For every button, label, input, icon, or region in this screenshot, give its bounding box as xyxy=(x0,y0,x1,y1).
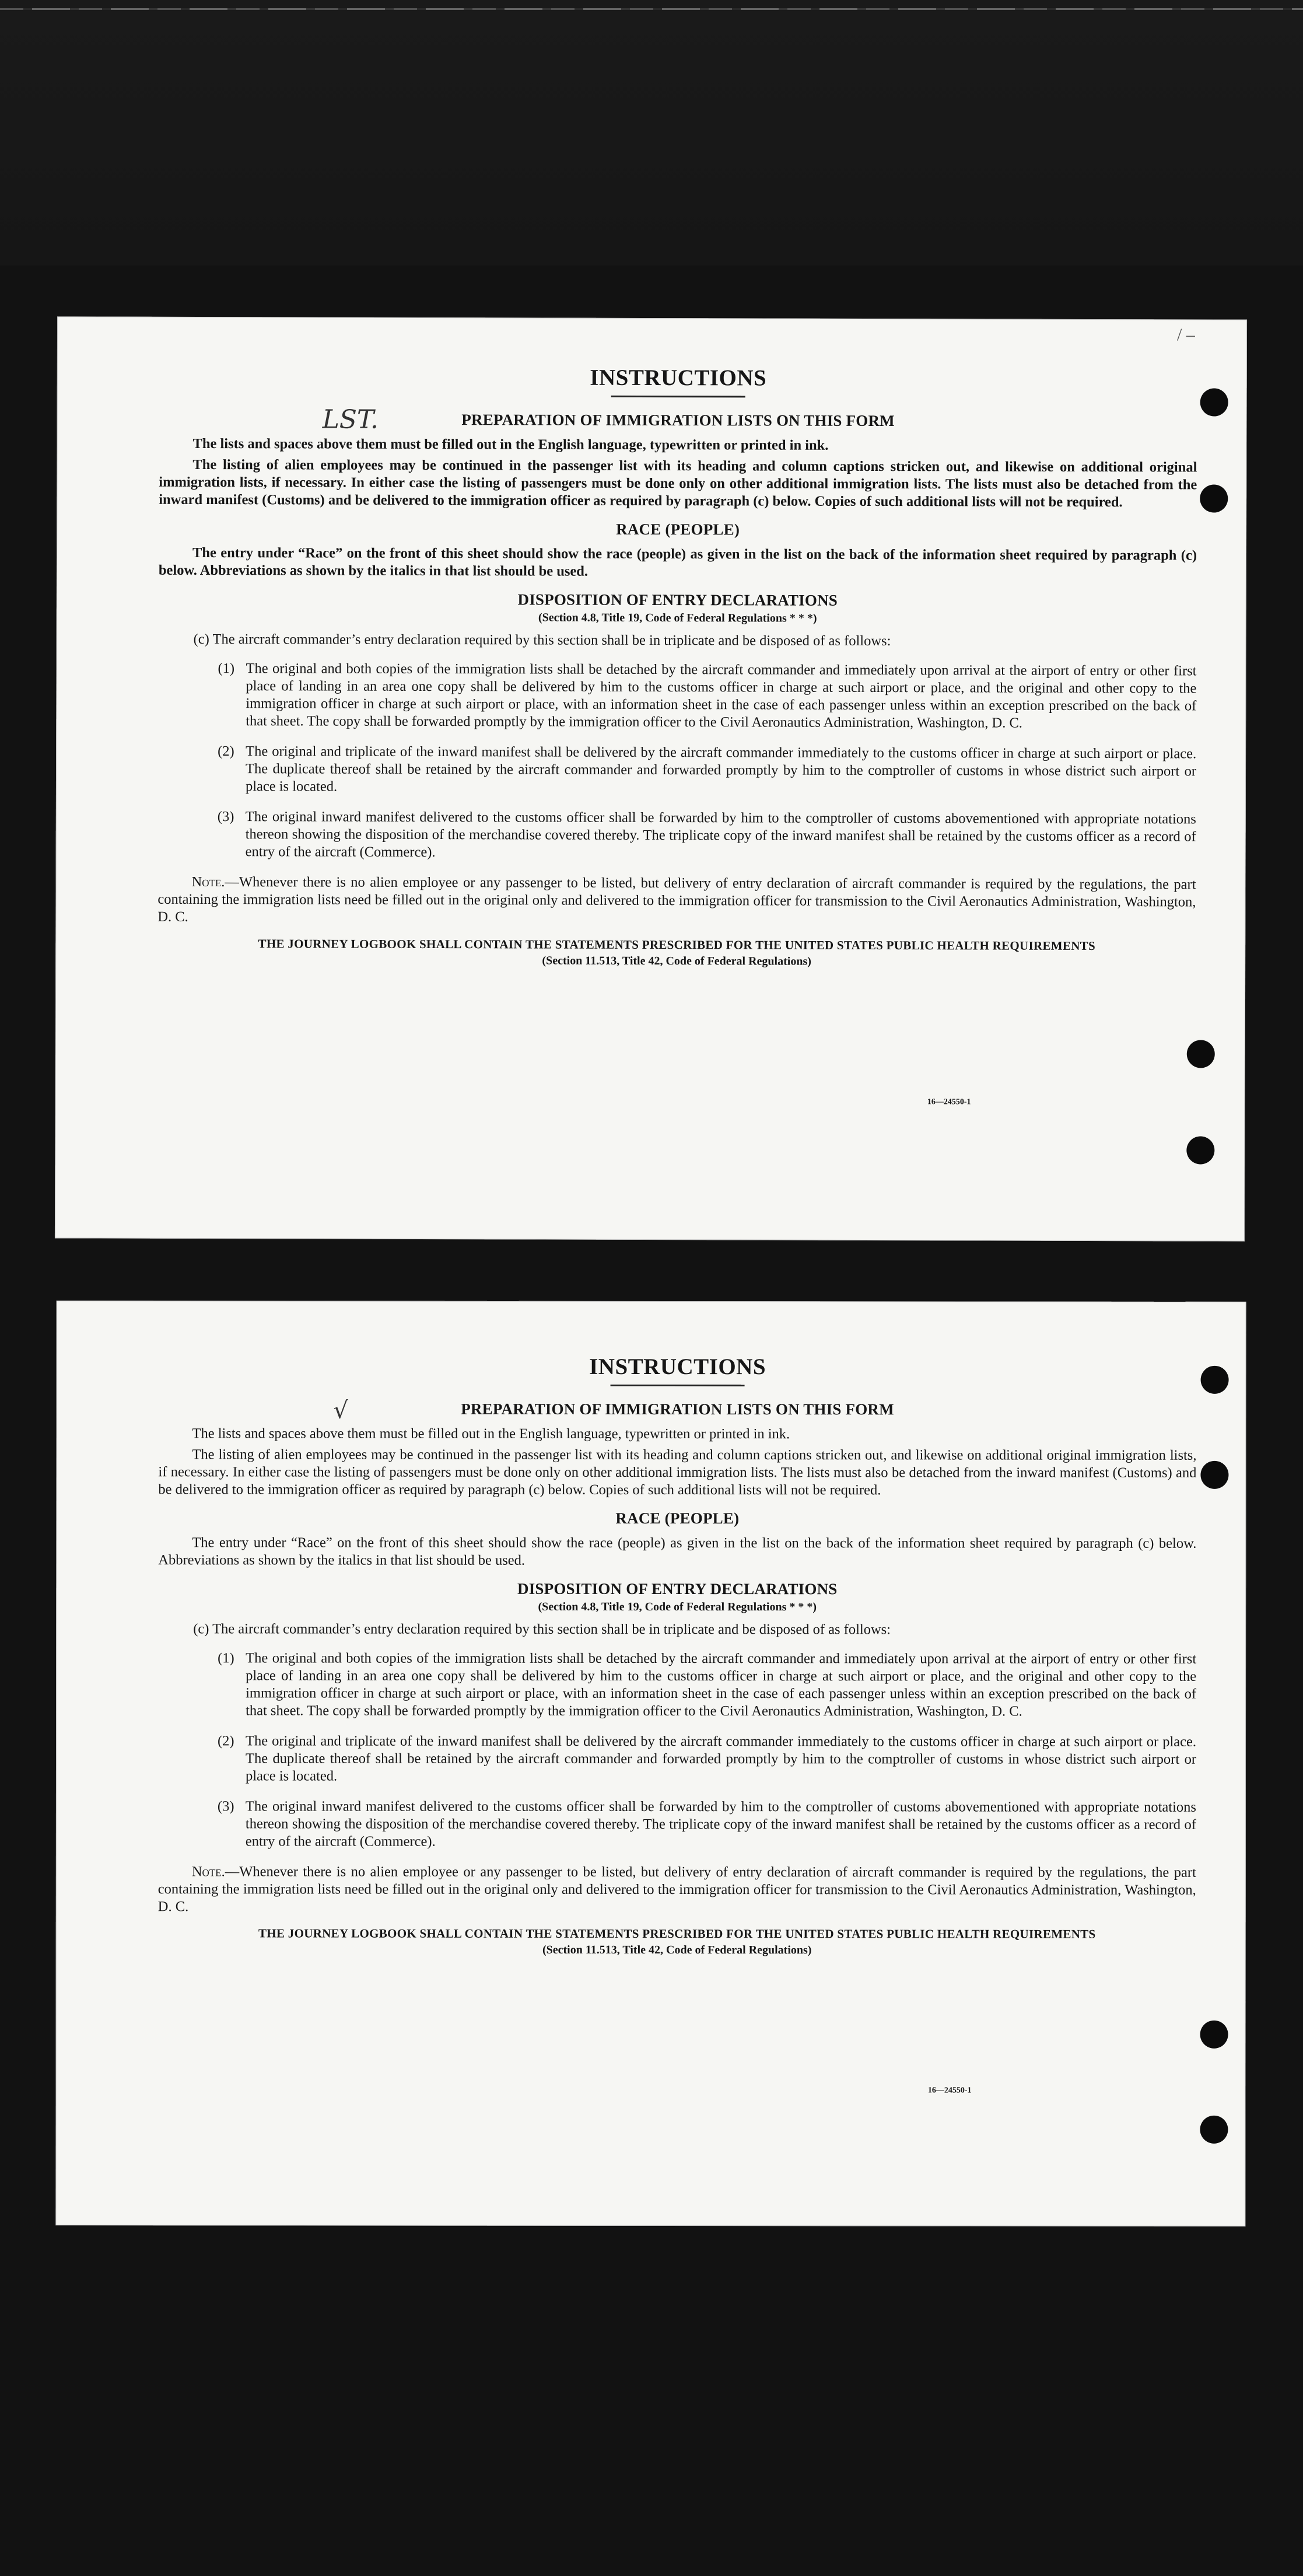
page-title: INSTRUCTIONS xyxy=(590,365,767,391)
item-number: (3) xyxy=(217,1798,234,1815)
item-text: The original and both copies of the immigration lists shall be detached by the aircraft commander and immediately upon arrival at the airport of entry or other first place of landing in an area one copy shall be delivered by him to the customs officer in charge at such airport or place, and the original and other copy to the immigration officer in charge at such airport or place, with an information sheet in the case of each passenger unless within an exception prescribed on the back of that sheet. The copy shall be forwarded promptly by the immigration officer to the Civil Aeronautics Administration, Washington, D. C. xyxy=(246,1650,1197,1719)
paragraph-language: The lists and spaces above them must be filled out in the English language, typewritten or printed in ink. xyxy=(192,435,829,453)
film-top-strip xyxy=(0,0,1303,265)
logbook-citation: (Section 11.513, Title 42, Code of Federal Regulations) xyxy=(542,954,811,968)
item-text: The original and triplicate of the inward manifest shall be delivered by the aircraft commander immediately to the customs officer in charge at such airport or place. The duplicate thereof shall be retained by the aircraft commander and forwarded promptly by him to the comptroller of customs in whose district such airport or place is located. xyxy=(245,743,1197,795)
paragraph-language: The lists and spaces above them must be filled out in the English language, typewritten or printed in ink. xyxy=(192,1425,790,1442)
item-text: The original inward manifest delivered to the customs officer shall be forwarded by him to the comptroller of customs abovementioned with appropriate notations thereon showing the disposition of the merchandise covered thereby. The triplicate copy of the inward manifest shall be retained by the customs officer as a record of entry of the aircraft (Commerce). xyxy=(245,1798,1196,1850)
logbook-citation: (Section 11.513, Title 42, Code of Federal Regulations) xyxy=(542,1943,812,1957)
item-text: The original and triplicate of the inward manifest shall be delivered by the aircraft commander immediately to the customs officer in charge at such airport or place. The duplicate thereof shall be retained by the aircraft commander and forwarded promptly by him to the comptroller of customs in whose district such airport or place is located. xyxy=(245,1733,1197,1784)
note-lead: Note. xyxy=(191,873,225,890)
note-text: —Whenever there is no alien employee or any passenger to be listed, but delivery of entry declaration of aircraft commander is required by the regulations, the part containing the immigration lists need be filled out in the original only and delivered to the immigration officer for transmission to the Civil Aeronautics Administration, Washington, D. C. xyxy=(157,1864,1196,1915)
list-item xyxy=(158,1649,1196,1721)
punch-hole xyxy=(1200,484,1228,512)
punch-hole xyxy=(1200,388,1228,416)
item-text: The original inward manifest delivered to the customs officer shall be forwarded by him to the comptroller of customs abovementioned with appropriate notations thereon showing the disposition of the merchandise covered thereby. The triplicate copy of the inward manifest shall be retained by the customs officer as a record of entry of the aircraft (Commerce). xyxy=(245,809,1196,861)
note-text: —Whenever there is no alien employee or any passenger to be listed, but delivery of entry declaration of aircraft commander is required by the regulations, the part containing the immigration lists need be filled out in the original only and delivered to the immigration officer for transmission to the Civil Aeronautics Administration, Washington, D. C. xyxy=(157,874,1196,925)
form-number: 16—24550-1 xyxy=(927,2086,972,2095)
paragraph-race: The entry under “Race” on the front of this sheet should show the race (people) as given in the list on the back of the information sheet required by paragraph (c) below. Abbreviations as shown by the italics in that list should be used. xyxy=(158,544,1197,579)
paragraph-c: (c) The aircraft commander’s entry declaration required by this section shall be in triplicate and be disposed of as follows: xyxy=(193,631,891,649)
note-paragraph xyxy=(157,873,1196,929)
item-number: (1) xyxy=(218,660,235,677)
punch-hole xyxy=(1201,1366,1229,1394)
disposition-citation: (Section 4.8, Title 19, Code of Federal Regulations * * *) xyxy=(538,1600,817,1614)
list-item xyxy=(158,808,1196,864)
section-heading-race: RACE (PEOPLE) xyxy=(616,520,740,539)
handwritten-check-mark: √ xyxy=(333,1397,349,1424)
punch-hole xyxy=(1200,1461,1228,1489)
paragraph-alien-employees: The listing of alien employees may be continued in the passenger list with its heading and column captions stricken out, and likewise on additional original immigration lists, if necessary. In either case the listing of passengers must be done only on other additional immigration lists. The lists must also be detached from the inward manifest (Customs) and be delivered to the immigration officer as required by paragraph (c) below. Copies of such additional lists will not be required. xyxy=(158,1446,1197,1498)
ink-mark: / – xyxy=(1176,325,1195,345)
form-number: 16—24550-1 xyxy=(927,1097,971,1107)
title-rule xyxy=(611,396,745,398)
punch-hole xyxy=(1200,2116,1228,2144)
list-item xyxy=(158,1798,1196,1851)
logbook-statement: THE JOURNEY LOGBOOK SHALL CONTAIN THE STATEMENTS PRESCRIBED FOR THE UNITED STATES PUBLIC HEALTH REQUIREMENTS xyxy=(258,1926,1096,1941)
list-item xyxy=(158,660,1196,733)
section-heading-preparation: PREPARATION OF IMMIGRATION LISTS ON THIS FORM xyxy=(461,411,895,430)
sheet-content xyxy=(157,363,1197,970)
paragraph-alien-employees: The listing of alien employees may be continued in the passenger list with its heading and column captions stricken out, and likewise on additional original immigration lists, if necessary. In either case the listing of passengers must be done only on other additional immigration lists. The lists must also be detached from the inward manifest (Customs) and be delivered to the immigration officer as required by paragraph (c) below. Copies of such additional lists will not be required. xyxy=(159,456,1197,511)
item-number: (2) xyxy=(218,1733,234,1749)
handwritten-annotation: LST. xyxy=(322,404,379,435)
note-lead: Note. xyxy=(191,1864,225,1880)
paragraph-race: The entry under “Race” on the front of this sheet should show the race (people) as given in the list on the back of the information sheet required by paragraph (c) below. Abbreviations as shown by the italics in that list should be used. xyxy=(158,1535,1197,1568)
section-heading-disposition: DISPOSITION OF ENTRY DECLARATIONS xyxy=(517,1579,838,1598)
title-rule xyxy=(611,1385,745,1386)
paragraph-c: (c) The aircraft commander’s entry declaration required by this section shall be in triplicate and be disposed of as follows: xyxy=(193,1621,891,1638)
list-item xyxy=(158,743,1196,798)
punch-hole xyxy=(1200,2021,1228,2049)
instruction-sheet-2 xyxy=(55,1301,1246,2227)
punch-hole xyxy=(1186,1136,1214,1164)
sheet-content xyxy=(158,1353,1197,1958)
section-heading-preparation: PREPARATION OF IMMIGRATION LISTS ON THIS FORM xyxy=(461,1400,894,1418)
film-edge xyxy=(0,8,1303,10)
instruction-sheet-1 xyxy=(55,316,1247,1241)
section-heading-disposition: DISPOSITION OF ENTRY DECLARATIONS xyxy=(517,590,838,609)
page-title: INSTRUCTIONS xyxy=(589,1354,766,1380)
item-number: (1) xyxy=(218,1650,234,1666)
logbook-statement: THE JOURNEY LOGBOOK SHALL CONTAIN THE STATEMENTS PRESCRIBED FOR THE UNITED STATES PUBLIC HEALTH REQUIREMENTS xyxy=(258,936,1096,953)
item-text: The original and both copies of the immigration lists shall be detached by the aircraft commander and immediately upon arrival at the airport of entry or other first place of landing in an area one copy shall be delivered by him to the customs officer in charge at such airport or place, and the original and other copy to the immigration officer in charge at such airport or place, with an information sheet in the case of each passenger unless within an exception prescribed on the back of that sheet. The copy shall be forwarded promptly by the immigration officer to the Civil Aeronautics Administration, Washington, D. C. xyxy=(246,660,1197,731)
list-item xyxy=(158,1732,1196,1786)
section-heading-race: RACE (PEOPLE) xyxy=(615,1509,740,1528)
disposition-citation: (Section 4.8, Title 19, Code of Federal Regulations * * *) xyxy=(538,611,817,625)
item-number: (2) xyxy=(218,743,234,760)
punch-hole xyxy=(1187,1040,1215,1068)
item-number: (3) xyxy=(217,809,234,825)
note-paragraph xyxy=(158,1863,1196,1917)
